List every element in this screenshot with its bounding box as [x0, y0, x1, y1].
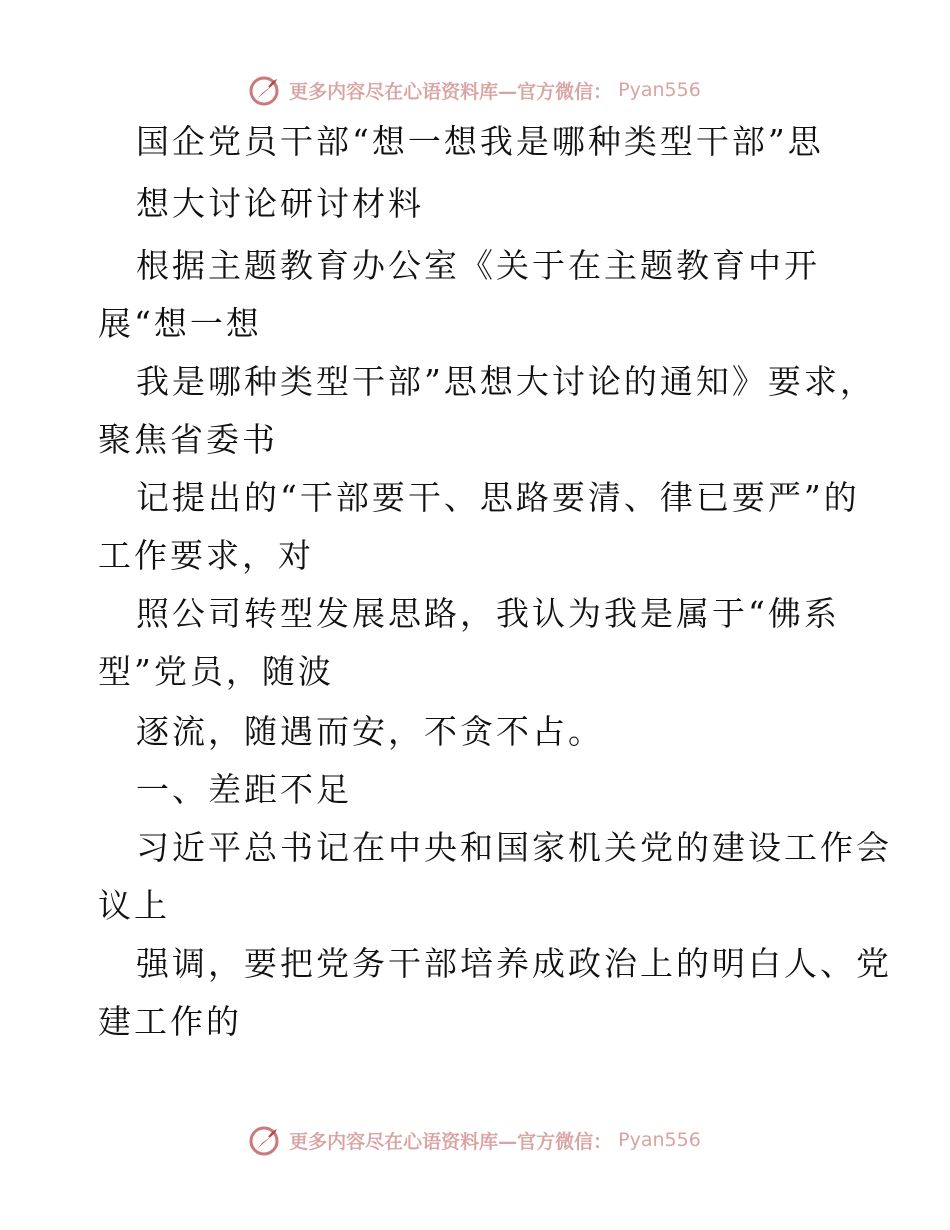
quill-logo-icon [249, 73, 283, 107]
footer-banner [0, 1120, 950, 1160]
header-banner [0, 70, 950, 110]
doc-line: 想大讨论研讨材料 [136, 184, 424, 223]
footer-contact-id: Pyan556 [618, 1129, 701, 1151]
header-banner-text: 更多内容尽在心语资料库—官方微信： [289, 80, 613, 103]
doc-line: 建工作的 [98, 1002, 242, 1041]
doc-line: 工作要求，对 [98, 536, 314, 575]
doc-line: 聚焦省委书 [98, 420, 278, 459]
doc-line: 型”党员，随波 [98, 652, 334, 691]
doc-line: 习近平总书记在中央和国家机关党的建设工作会 [136, 828, 892, 867]
doc-line: 一、差距不足 [136, 770, 352, 809]
doc-line: 议上 [98, 886, 170, 925]
doc-line: 根据主题教育办公室《关于在主题教育中开 [136, 246, 820, 285]
doc-line: 我是哪种类型干部”思想大讨论的通知》要求， [136, 362, 876, 401]
doc-line: 记提出的“干部要干、思路要清、律已要严”的 [136, 478, 860, 517]
doc-line: 国企党员干部“想一想我是哪种类型干部”思 [136, 122, 824, 161]
footer-banner-text: 更多内容尽在心语资料库—官方微信： [289, 1130, 613, 1153]
doc-line: 强调，要把党务干部培养成政治上的明白人、党 [136, 944, 892, 983]
doc-line: 展“想一想 [98, 304, 262, 343]
doc-line: 逐流，随遇而安，不贪不占。 [136, 712, 604, 751]
doc-line: 照公司转型发展思路，我认为我是属于“佛系 [136, 594, 840, 633]
quill-logo-icon [249, 1123, 283, 1157]
header-contact-id: Pyan556 [618, 79, 701, 101]
